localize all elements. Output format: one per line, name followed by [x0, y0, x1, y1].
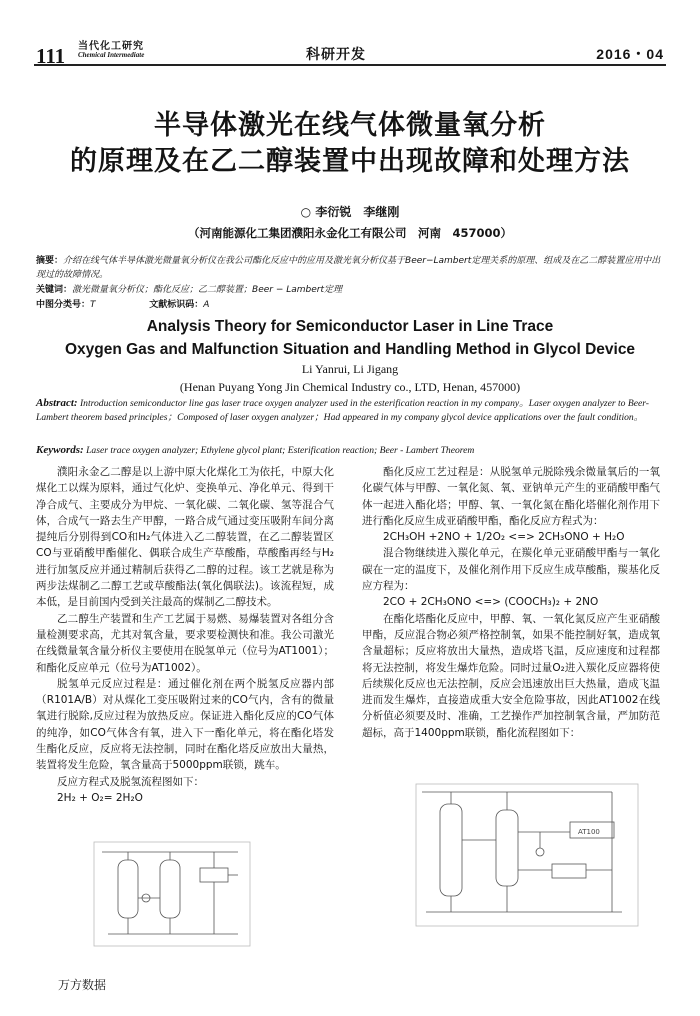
en-affiliation: (Henan Puyang Yong Jin Chemical Industry co., LTD, Henan, 457000) — [179, 380, 521, 394]
clc-label: 中图分类号： — [36, 300, 91, 310]
affiliation: （河南能源化工集团濮阳永金化工有限公司 河南 457000） — [187, 226, 512, 240]
en-abstract-label: Abstract: — [36, 397, 78, 409]
issue-date: 2016・04 — [596, 46, 664, 62]
en-title-line-2: Oxygen Gas and Malfunction Situation and Handling Method in Glycol Device — [64, 341, 636, 358]
journal-name-cn: 当代化工研究 — [78, 41, 144, 52]
doc-code-value: A — [203, 300, 210, 310]
carbonylation-reactor — [496, 810, 518, 886]
diagram-frame — [94, 842, 250, 946]
right-paragraph-1: 酯化反应工艺过程是：从脱氢单元脱除残余微量氧后的一氧化碳气体与甲醇、一氧化氮、氧、亚钠单元产生的亚硝酸甲酯气体一起进入酯化塔；甲醇、氧、一氧化氮在酯化塔催化剂作用下进行酯化反应生成亚硝酸甲酯，酯化反应方程式为： — [362, 466, 660, 527]
dehydrogenation-flow-diagram — [88, 838, 256, 950]
classification — [36, 298, 666, 312]
journal-name-en: Chemical Intermediate — [78, 51, 145, 59]
left-paragraph-3: 脱氢单元反应过程是：通过催化剂在两个脱氢反应器内部（R101A/B）对从煤化工变压吸附过来的CO气内，含有的微量氧进行脱除,反应过程为放热反应。保证进入酯化反应的CO气体的纯净，如CO气体含有氧，进入下一酯化单元，将在酯化塔发生酯化反应，反应将无法控制，同时在酯化塔反应放出大量热，装置将发生危险，氧含量高于5000ppm联锁，跳车。 — [36, 677, 334, 772]
footer-watermark: 万方数据 — [58, 978, 107, 992]
equation-3: 2CO + 2CH₃ONO <=> (COOCH₃)₂ + 2NO — [383, 596, 599, 609]
diagram-frame — [416, 784, 638, 926]
keywords-cn — [36, 283, 666, 297]
left-paragraph-4: 反应方程式及脱氢流程图如下： — [57, 775, 204, 788]
en-abstract-text: Introduction semiconductor line gas laser trace oxygen analyzer used in the esterification reaction in my company。Laser oxygen analyzer to Beer-Lambert theorem based principles；Composed of laser oxygen analyzer；Had appeared in my company glycol device applications over the fault condition。 — [36, 398, 649, 423]
section-name: 科研开发 — [306, 47, 366, 63]
right-paragraph-3: 在酯化塔酯化反应中，甲醇、氧、一氧化氮反应产生亚硝酸甲酯，反应混合物必须严格控制氧，如果不能控制好氧，造成氧含量超标；反应将放出大量热，造成塔飞温，反应速度和过程都将无法控制，将发生爆炸危险。同时过量O₂进入羰化反应器将使后续羰化反应也无法控制，反应会迅速放出巨大热量，造成飞温进而发生爆炸，直接造成重大安全危险事故，因此AT1002在线分析值必须要及时、准确，工艺操作严加控制氧含量，严加防范超标，高于1400ppm联锁，酯化流程图如下： — [362, 612, 660, 739]
abstract-label: 摘要： — [36, 256, 64, 266]
en-authors: Li Yanrui, Li Jigang — [301, 362, 399, 376]
reactor-b — [160, 860, 180, 918]
en-abstract — [36, 396, 666, 425]
equation-1: 2H₂ + O₂= 2H₂O — [57, 791, 143, 804]
authors: ○ 李衍锐 李继刚 — [300, 205, 400, 219]
heat-exchanger — [552, 864, 586, 878]
heat-exchanger — [200, 868, 228, 882]
analyzer-label: AT100 — [578, 828, 600, 836]
journal-logo — [78, 42, 144, 59]
valve-symbol — [536, 848, 544, 856]
clc-value: T — [90, 300, 96, 310]
en-keywords — [36, 443, 666, 458]
left-paragraph-1: 濮阳永金乙二醇是以上游中原大化煤化工为依托，中原大化煤化工以煤为原料，通过气化炉、变换单元、净化单元、得到干净合成气、主要成分为甲烷、一氧化碳、二氧化碳、氢等混合气体，合成气一路去生产甲醇，一路合成气通过变压吸附车间分离提纯后分别得到CO和H₂气体进入乙二醇装置，在乙二醇装置区CO与亚硝酸甲酯催化、偶联合成生产草酸酯，草酸酯再经与H₂进行加氢反应并通过精制后获得乙二醇的过程。该工艺就是称为两步法煤制乙二醇工艺或草酸酯法(氧化偶联法)。该流程短，成本低，是目前国内受到关注最高的煤制乙二醇技术。 — [36, 466, 334, 609]
en-title-line-1: Analysis Theory for Semiconductor Laser in Line Trace — [146, 318, 554, 335]
body-right-column — [362, 464, 660, 741]
body-left-column — [36, 464, 334, 806]
keywords-text: 激光微量氧分析仪；酯化反应；乙二醇装置；Beer − Lambert定理 — [72, 285, 343, 295]
reactor-a — [118, 860, 138, 918]
en-keywords-label: Keywords: — [36, 444, 84, 456]
en-keywords-text: Laser trace oxygen analyzer; Ethylene glycol plant; Esterification reaction; Beer - Lambert Theorem — [86, 445, 475, 456]
doc-code-label: 文献标识码： — [149, 300, 204, 310]
abstract-cn — [36, 254, 666, 282]
abstract-text: 介绍在线气体半导体激光微量氧分析仪在我公司酯化反应中的应用及激光氧分析仪基于Beer−Lambert定理关系的原理、组成及在乙二醇装置应用中出现过的故障情况。 — [36, 256, 661, 280]
title-line-2: 的原理及在乙二醇装置中出现故障和处理方法 — [70, 146, 630, 177]
page-number: 111 — [36, 44, 66, 68]
equation-2: 2CH₃OH +2NO + 1/2O₂ <=> 2CH₃ONO + H₂O — [383, 531, 625, 544]
header-rule — [34, 64, 666, 66]
keywords-label: 关键词： — [36, 285, 73, 295]
title-line-1: 半导体激光在线气体微量氧分析 — [154, 110, 546, 141]
esterification-tower — [440, 804, 462, 896]
right-paragraph-2: 混合物继续进入羰化单元，在羰化单元亚硝酸甲酯与一氧化碳在一定的温度下，及催化剂作用下反应生成草酸酯，羰基化反应方程为： — [362, 547, 660, 593]
left-paragraph-2: 乙二醇生产装置和生产工艺属于易燃、易爆装置对各组分含量检测要求高，尤其对氧含量，要求要检测快和准。我公司激光在线微量氧含量分析仪主要使用在脱氢单元（位号为AT1001）；和酯化反应单元（位号为AT1002）。 — [36, 612, 334, 674]
esterification-flow-diagram — [412, 780, 642, 930]
